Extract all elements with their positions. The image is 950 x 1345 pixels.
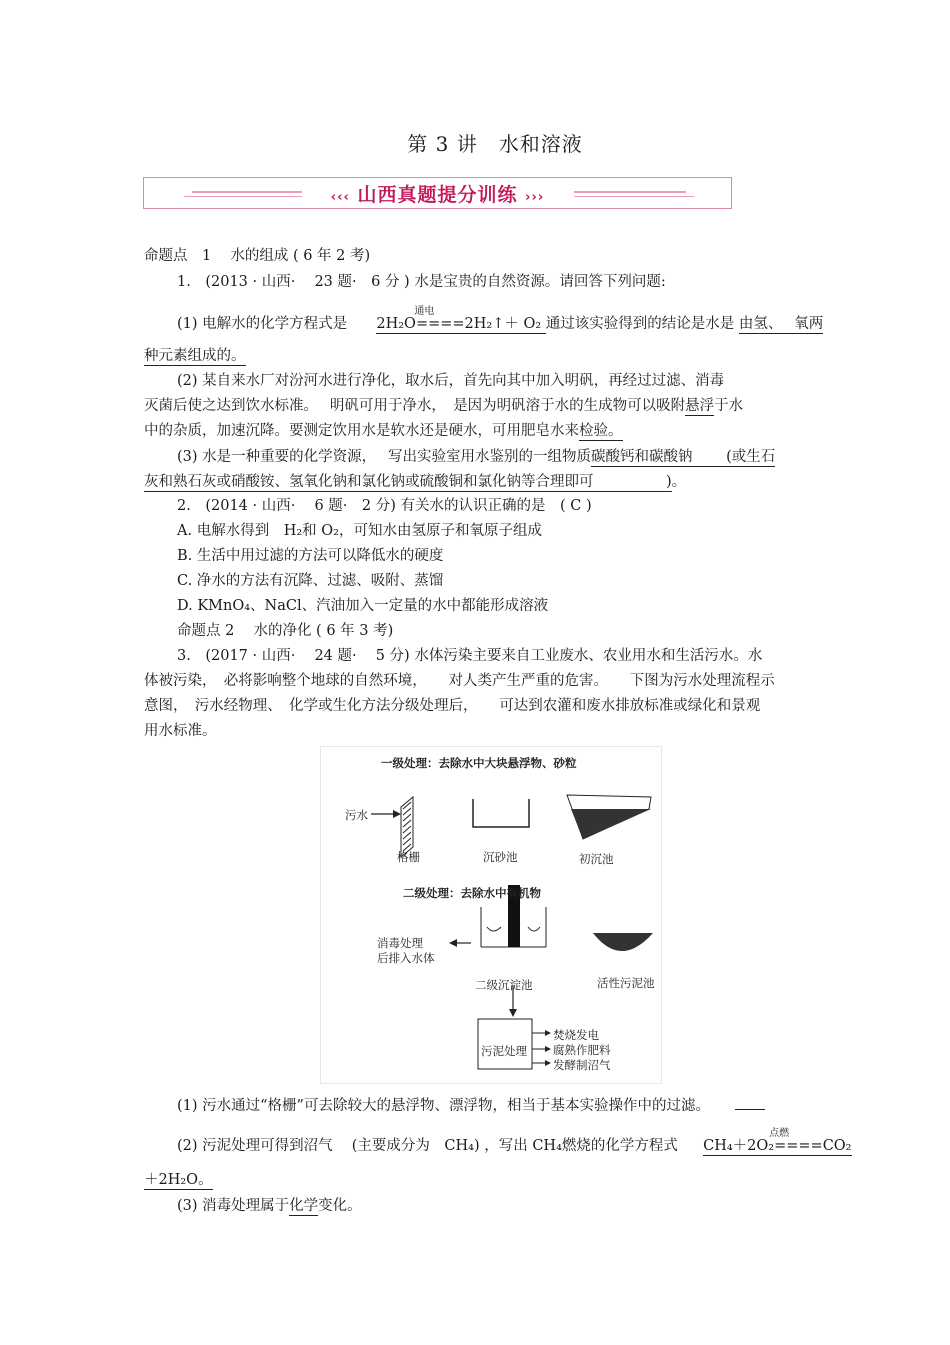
section-heading-1: 命题点 1 水的组成 ( 6 年 2 考) xyxy=(144,248,371,264)
section-banner xyxy=(143,177,732,209)
q1-part1-answer: 由氢、 氧两 xyxy=(738,316,824,332)
question-1-head: 1. (2013 · 山西· 23 题· 6 分 ) 水是宝贵的自然资源。请回答下列问题: xyxy=(177,274,666,290)
q1-part1-mid: 通过该实验得到的结论是水是 xyxy=(545,316,735,332)
inflow-label: 污水 xyxy=(345,808,368,822)
q3-equation-text: CH₄＋2O₂====CO₂ xyxy=(703,1138,852,1154)
q1-equation-condition: 通电 xyxy=(414,306,435,317)
q1-part3-end: 。 xyxy=(671,474,687,490)
q2-option-b: B. 生活中用过滤的方法可以降低水的硬度 xyxy=(177,548,444,564)
q1-part1 xyxy=(177,306,824,333)
activated-sludge-label: 活性污泥池 xyxy=(597,976,655,990)
disinfect-label-1: 消毒处理 xyxy=(377,936,423,950)
q1-part2-text-b: 于水 xyxy=(714,398,744,414)
question-2-head: 2. (2014 · 山西· 6 题· 2 分) 有关水的认识正确的是 ( C ) xyxy=(177,498,592,514)
q1-equation xyxy=(376,306,545,334)
q3-part1-blank xyxy=(735,1109,765,1110)
banner-arrow-left: ‹‹‹ xyxy=(330,190,350,205)
figure-graphics xyxy=(321,747,661,1083)
q3-part2-cont xyxy=(144,1168,213,1189)
q3-part3-end: 变化。 xyxy=(318,1198,362,1214)
q3-part2-text: (2) 污泥处理可得到沼气 (主要成分为 CH₄) ，写出 CH₄燃烧的化学方程式 xyxy=(177,1138,678,1154)
q3-part2 xyxy=(177,1128,852,1155)
primary-tank-icon xyxy=(567,795,651,839)
q1-part1-prompt: (1) 电解水的化学方程式是 xyxy=(177,316,348,332)
q1-part3-answer2: 灰和熟石灰或硝酸铵、氢氧化钠和氯化钠或硫酸铜和氯化钠等合理即可 ) xyxy=(144,474,672,490)
wastewater-flow-figure xyxy=(320,746,662,1084)
q2-option-a: A. 电解水得到 H₂和 O₂，可知水由氢原子和氧原子组成 xyxy=(177,523,542,539)
section-heading-2: 命题点 2 水的净化 ( 6 年 3 考) xyxy=(177,623,394,639)
q3-line3: 意图， 污水经物理、 化学或生化方法分级处理后， 可达到农灌和废水排放标准或绿化和景观 xyxy=(144,698,761,714)
q3-line2: 体被污染， 必将影响整个地球的自然环境， 对人类产生严重的危害。 下图为污水处理流程示 xyxy=(144,673,775,689)
banner-text-wrap xyxy=(144,180,731,207)
activated-sludge-tank-icon xyxy=(593,933,653,951)
q2-option-d: D. KMnO₄、NaCl、汽油加入一定量的水中都能形成溶液 xyxy=(177,598,549,614)
q3-part3 xyxy=(177,1194,362,1215)
sand-tank-label: 沉砂池 xyxy=(483,850,518,864)
grid-label: 格栅 xyxy=(397,850,420,864)
q3-part1-answer: 过滤。 xyxy=(666,1098,710,1114)
q3-equation-cont: ＋2H₂O。 xyxy=(144,1172,213,1188)
q1-part2-text: 灭菌后使之达到饮水标准。 明矾可用于净水， 是因为明矾溶于水的生成物可以吸附 xyxy=(144,398,686,414)
q1-part2-answer2: 检验。 xyxy=(579,423,623,439)
output-3: 发酵制沼气 xyxy=(553,1058,611,1072)
output-2: 腐熟作肥料 xyxy=(553,1043,611,1057)
q1-equation-text: 2H₂O====2H₂↑＋ O₂ xyxy=(376,316,542,332)
stage1-label: 一级处理：去除水中大块悬浮物、砂粒 xyxy=(381,756,577,770)
q3-part1-text: (1) 污水通过“格栅”可去除较大的悬浮物、漂浮物，相当于基本实验操作中的 xyxy=(177,1098,667,1114)
disinfect-label-2: 后排入水体 xyxy=(377,951,435,965)
output-1: 焚烧发电 xyxy=(553,1028,599,1042)
sand-tank-icon xyxy=(473,799,529,827)
q1-part3-answer1: 碳酸钙和碳酸钠 (或生石 xyxy=(591,449,776,465)
q3-line4: 用水标准。 xyxy=(144,723,217,739)
grid-screen-icon xyxy=(401,797,413,857)
primary-tank-label: 初沉池 xyxy=(579,852,614,866)
q1-part3-line1 xyxy=(177,445,775,466)
q3-equation-condition: 点燃 xyxy=(769,1128,790,1139)
q3-part3-text: (3) 消毒处理属于 xyxy=(177,1198,290,1214)
q1-part2-answer1: 悬浮 xyxy=(685,398,715,414)
banner-text: 山西真题提分训练 xyxy=(357,184,518,206)
q3-part1 xyxy=(177,1094,765,1115)
q1-part2-line2 xyxy=(144,394,743,415)
q1-part3-text: (3) 水是一种重要的化学资源， 写出实验室用水鉴别的一组物质 xyxy=(177,449,592,465)
q3-line1: 3. (2017 · 山西· 24 题· 5 分) 水体污染主要来自工业废水、农业用水和生活污水。水 xyxy=(177,648,763,664)
sludge-box-label: 污泥处理 xyxy=(481,1044,527,1058)
q1-part2-line1: (2) 某自来水厂对汾河水进行净化，取水后，首先向其中加入明矾，再经过过滤、消毒 xyxy=(177,373,725,389)
q1-part1-answer-cont xyxy=(144,344,246,365)
q1-part3-line2 xyxy=(144,470,686,491)
q1-part1-answer-line2: 种元素组成的。 xyxy=(144,348,246,364)
stage2-label: 二级处理：去除水中有机物 xyxy=(403,886,541,900)
page-title: 第 3 讲 水和溶液 xyxy=(407,132,583,156)
banner-arrow-right: ››› xyxy=(525,190,545,205)
q2-option-c: C. 净水的方法有沉降、过滤、吸附、蒸馏 xyxy=(177,573,444,589)
secondary-tank-label: 二级沉淀池 xyxy=(475,978,533,992)
q1-part2-text3: 中的杂质，加速沉降。要测定饮用水是软水还是硬水，可用肥皂水来 xyxy=(144,423,579,439)
q3-part3-answer: 化学 xyxy=(289,1198,319,1214)
q3-equation xyxy=(703,1128,852,1156)
q1-part2-line3 xyxy=(144,419,623,440)
